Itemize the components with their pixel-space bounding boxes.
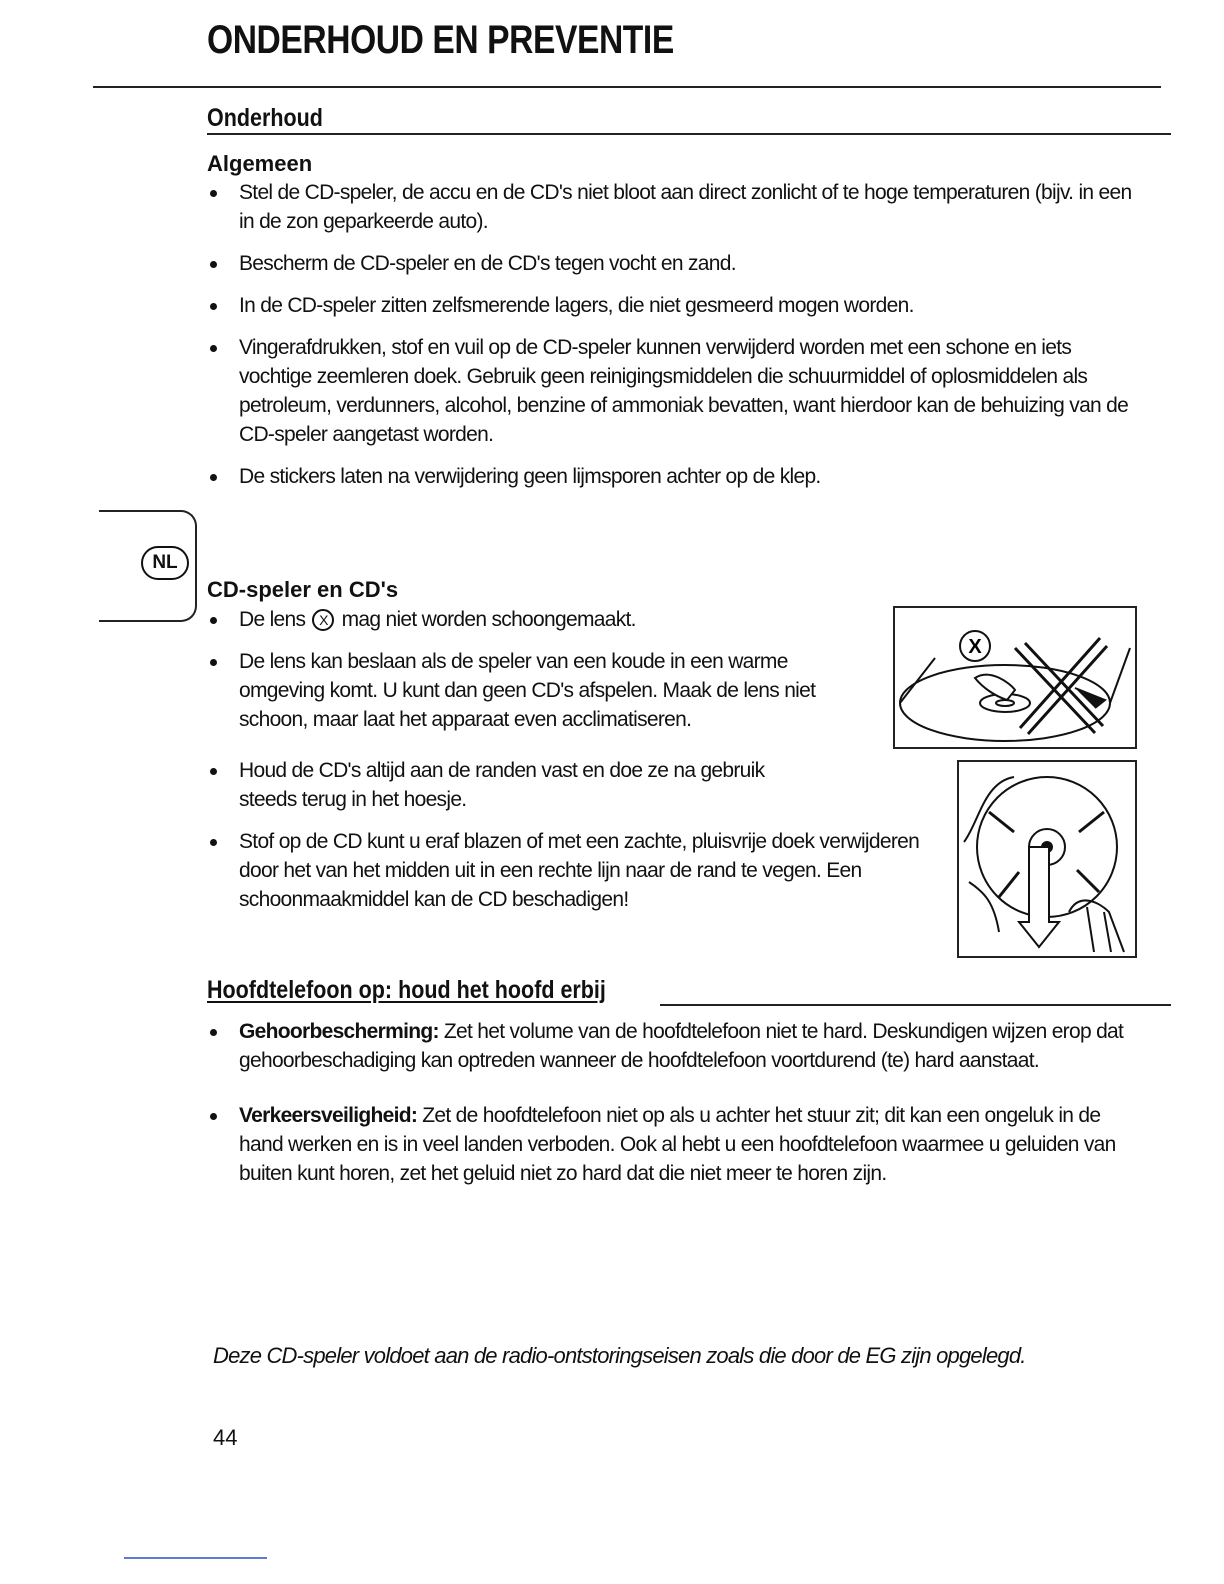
algemeen-list bbox=[207, 178, 1137, 504]
list-item: De stickers laten na verwijdering geen lijmsporen achter op de klep. bbox=[207, 462, 1137, 491]
page-number: 44 bbox=[213, 1425, 238, 1450]
list-item: De lens kan beslaan als de speler van een koude in een warme omgeving komt. U kunt dan geen CD's afspelen. Maak de lens niet schoon, maar laat het apparaat even acclimatiseren. bbox=[207, 647, 877, 734]
algemeen-heading: Algemeen bbox=[207, 151, 313, 176]
title-divider bbox=[93, 86, 1161, 88]
list-item: Vingerafdrukken, stof en vuil op de CD-speler kunnen verwijderd worden met een schone en iets vochtige zeemleren doek. Gebruik geen reinigingsmiddelen die schuurmiddel of oplosmiddelen als petroleum, verdunners, alcohol, benzine of ammoniak bevatten, want hierdoor kan de behuizing van de CD-speler aangetast worden. bbox=[207, 333, 1137, 449]
hoofdtelefoon-list bbox=[207, 1017, 1147, 1201]
list-item: De lens X mag niet worden schoongemaakt. bbox=[207, 605, 877, 634]
hoofdtelefoon-heading: Hoofdtelefoon op: houd het hoofd erbij bbox=[207, 976, 606, 1004]
onderhoud-rule bbox=[207, 133, 1171, 135]
list-item: Stof op de CD kunt u eraf blazen of met een zachte, pluisvrije doek verwijderen door het van het midden uit in een rechte lijn naar de rand te vegen. Een schoonmaakmiddel kan de CD beschadigen! bbox=[207, 827, 947, 914]
list-item: Stel de CD-speler, de accu en de CD's niet bloot aan direct zonlicht of te hoge temperaturen (bijv. in een in de zon geparkeerde auto). bbox=[207, 178, 1137, 236]
cd-heading: CD-speler en CD's bbox=[207, 577, 399, 602]
language-badge: NL bbox=[141, 546, 189, 580]
cd-list-top bbox=[207, 605, 877, 747]
list-item: Bescherm de CD-speler en de CD's tegen vocht en zand. bbox=[207, 249, 1137, 278]
figure-x-label: X bbox=[968, 636, 982, 658]
cd-list-bottom bbox=[207, 756, 947, 927]
lens-warning-illustration bbox=[893, 606, 1137, 749]
x-circle-icon: X bbox=[312, 609, 334, 631]
cd-wipe-image bbox=[959, 762, 1135, 956]
list-item: In de CD-speler zitten zelfsmerende lagers, die niet gesmeerd mogen worden. bbox=[207, 291, 1137, 320]
hoofdtelefoon-rule bbox=[660, 1004, 1171, 1006]
footnote: Deze CD-speler voldoet aan de radio-ontstoringseisen zoals die door de EG zijn opgelegd. bbox=[213, 1343, 1026, 1368]
list-item: Gehoorbescherming: Zet het volume van de hoofdtelefoon niet te hard. Deskundigen wijzen erop dat gehoorbeschadiging kan optreden wanneer de hoofdtelefoon voortdurend (te) hard aanstaat. bbox=[207, 1017, 1147, 1075]
hoofdtelefoon-section bbox=[207, 976, 1171, 1005]
bottom-link-line bbox=[124, 1557, 267, 1559]
lens-cd-image bbox=[895, 608, 1135, 747]
onderhoud-section bbox=[207, 104, 1171, 133]
list-item: Verkeersveiligheid: Zet de hoofdtelefoon niet op als u achter het stuur zit; dit kan een ongeluk in de hand werken en is in veel landen verboden. Ook al hebt u een hoofdtelefoon waarmee u geluiden van buiten kunt horen, zet het geluid niet zo hard dat die niet meer te horen zijn. bbox=[207, 1101, 1147, 1188]
cd-cleaning-illustration bbox=[957, 760, 1137, 958]
list-item: Houd de CD's altijd aan de randen vast en doe ze na gebruik steeds terug in het hoesje. bbox=[207, 756, 799, 814]
page-title: ONDERHOUD EN PREVENTIE bbox=[207, 18, 674, 62]
onderhoud-heading: Onderhoud bbox=[207, 104, 323, 132]
